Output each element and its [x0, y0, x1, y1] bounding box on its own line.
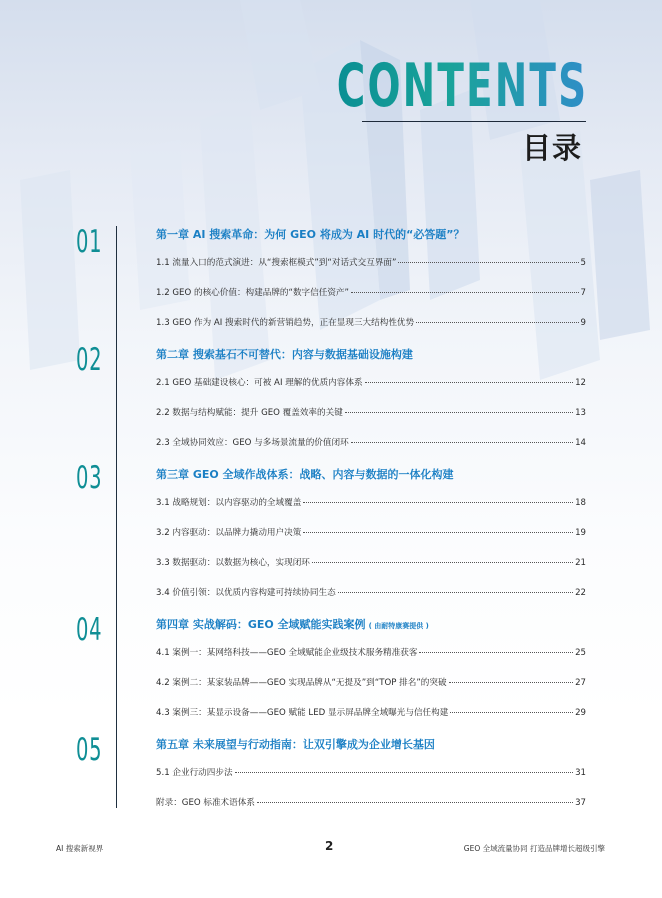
toc-entry-label: 1.1 流量入口的范式演进：从“搜索框模式”到“对话式交互界面”	[156, 258, 397, 268]
toc-entry-label: 5.1 企业行动四步法	[156, 768, 233, 778]
chapter-number-02: 02	[76, 342, 103, 378]
toc-leader-dots	[303, 532, 573, 533]
toc-entry-2-3[interactable]	[156, 436, 586, 448]
toc-leader-dots	[416, 322, 578, 323]
contents-title-en: CONTENTS	[336, 51, 588, 121]
title-divider	[362, 121, 586, 122]
chapter-number-03: 03	[76, 460, 103, 496]
toc-leader-dots	[345, 412, 573, 413]
toc-entry-page: 5	[580, 258, 586, 268]
toc-entry-page: 14	[575, 438, 586, 448]
toc-leader-dots	[235, 772, 574, 773]
chapter-title-03[interactable]: 第三章 GEO 全域作战体系：战略、内容与数据的一体化构建	[156, 468, 454, 481]
toc-entry-label: 2.3 全域协同效应：GEO 与多场景流量的价值闭环	[156, 438, 349, 448]
toc-entry-page: 7	[580, 288, 586, 298]
toc-entry-label: 1.3 GEO 作为 AI 搜索时代的新营销趋势，正在显现三大结构性优势	[156, 318, 415, 328]
toc-entry-page: 21	[575, 558, 586, 568]
toc-entry-page: 37	[575, 798, 586, 808]
toc-leader-dots	[450, 712, 573, 713]
toc-leader-dots	[257, 802, 573, 803]
chapter-number-01: 01	[76, 224, 103, 260]
toc-leader-dots	[303, 502, 573, 503]
toc-leader-dots	[449, 682, 573, 683]
toc-entry-label: 2.2 数据与结构赋能：提升 GEO 覆盖效率的关键	[156, 408, 343, 418]
chapter-title-05[interactable]: 第五章 未来展望与行动指南：让双引擎成为企业增长基因	[156, 738, 435, 751]
chapter-title-01[interactable]: 第一章 AI 搜索革命：为何 GEO 将成为 AI 时代的“必答题”？	[156, 228, 465, 241]
toc-entry-appendix[interactable]	[156, 796, 586, 808]
toc-leader-dots	[351, 442, 573, 443]
toc-entry-label: 3.1 战略规划：以内容驱动的全域覆盖	[156, 498, 302, 508]
toc-entry-label: 2.1 GEO 基础建设核心：可被 AI 理解的优质内容体系	[156, 378, 363, 388]
toc-entry-3-2[interactable]	[156, 526, 586, 538]
toc-entry-1-3[interactable]	[156, 316, 586, 328]
toc-leader-dots	[351, 292, 579, 293]
toc-entry-3-3[interactable]	[156, 556, 586, 568]
toc-entry-label: 4.3 案例三：某显示设备——GEO 赋能 LED 显示屏品牌全域曝光与信任构建	[156, 708, 449, 718]
toc-entry-page: 13	[575, 408, 586, 418]
toc-entry-5-1[interactable]	[156, 766, 586, 778]
toc-entry-page: 12	[575, 378, 586, 388]
toc-entry-label: 4.2 案例二：某家装品牌——GEO 实现品牌从“无提及”到“TOP 排名”的突破	[156, 678, 447, 688]
chapter-title-text: 第四章 实战解码：GEO 全域赋能实践案例	[156, 618, 366, 631]
toc-entry-2-2[interactable]	[156, 406, 586, 418]
toc-entry-page: 29	[575, 708, 586, 718]
footer-page-number: 2	[325, 839, 334, 853]
toc-entry-1-1[interactable]	[156, 256, 586, 268]
toc-entry-label: 4.1 案例一：某网络科技——GEO 全域赋能企业级技术服务精准获客	[156, 648, 418, 658]
toc-entry-label: 3.3 数据驱动：以数据为核心，实现闭环	[156, 558, 310, 568]
toc-entry-page: 27	[575, 678, 586, 688]
toc-entry-3-1[interactable]	[156, 496, 586, 508]
chapter-title-02[interactable]: 第二章 搜索基石不可替代：内容与数据基础设施构建	[156, 348, 413, 361]
chapter-title-04[interactable]	[156, 616, 429, 632]
toc-leader-dots	[419, 652, 573, 653]
footer-right-text: GEO 全域流量协同 打造品牌增长超级引擎	[463, 844, 605, 853]
toc-entry-label: 3.4 价值引领：以优质内容构建可持续协同生态	[156, 588, 336, 598]
toc-entry-3-4[interactable]	[156, 586, 586, 598]
toc-entry-label: 附录：GEO 标准术语体系	[156, 798, 255, 808]
chapter-provider-note: ( 由耐特康赛提供 )	[368, 622, 429, 630]
toc-entry-label: 1.2 GEO 的核心价值：构建品牌的“数字信任资产”	[156, 288, 349, 298]
toc-entry-4-1[interactable]	[156, 646, 586, 658]
toc-leader-dots	[312, 562, 573, 563]
toc-leader-dots	[365, 382, 574, 383]
toc-entry-page: 25	[575, 648, 586, 658]
toc-entry-1-2[interactable]	[156, 286, 586, 298]
toc-entry-page: 18	[575, 498, 586, 508]
toc-leader-dots	[338, 592, 573, 593]
toc-entry-label: 3.2 内容驱动：以品牌力撬动用户决策	[156, 528, 302, 538]
toc-leader-dots	[398, 262, 578, 263]
contents-title-zh: 目录	[521, 131, 582, 165]
toc-entry-2-1[interactable]	[156, 376, 586, 388]
toc-vertical-rule	[116, 226, 117, 808]
toc-entry-4-2[interactable]	[156, 676, 586, 688]
toc-entry-4-3[interactable]	[156, 706, 586, 718]
footer-left-text: AI 搜索新视界	[56, 844, 104, 853]
toc-entry-page: 19	[575, 528, 586, 538]
chapter-number-05: 05	[76, 732, 103, 768]
chapter-number-04: 04	[76, 612, 103, 648]
toc-entry-page: 9	[580, 318, 586, 328]
toc-entry-page: 22	[575, 588, 586, 598]
toc-entry-page: 31	[575, 768, 586, 778]
